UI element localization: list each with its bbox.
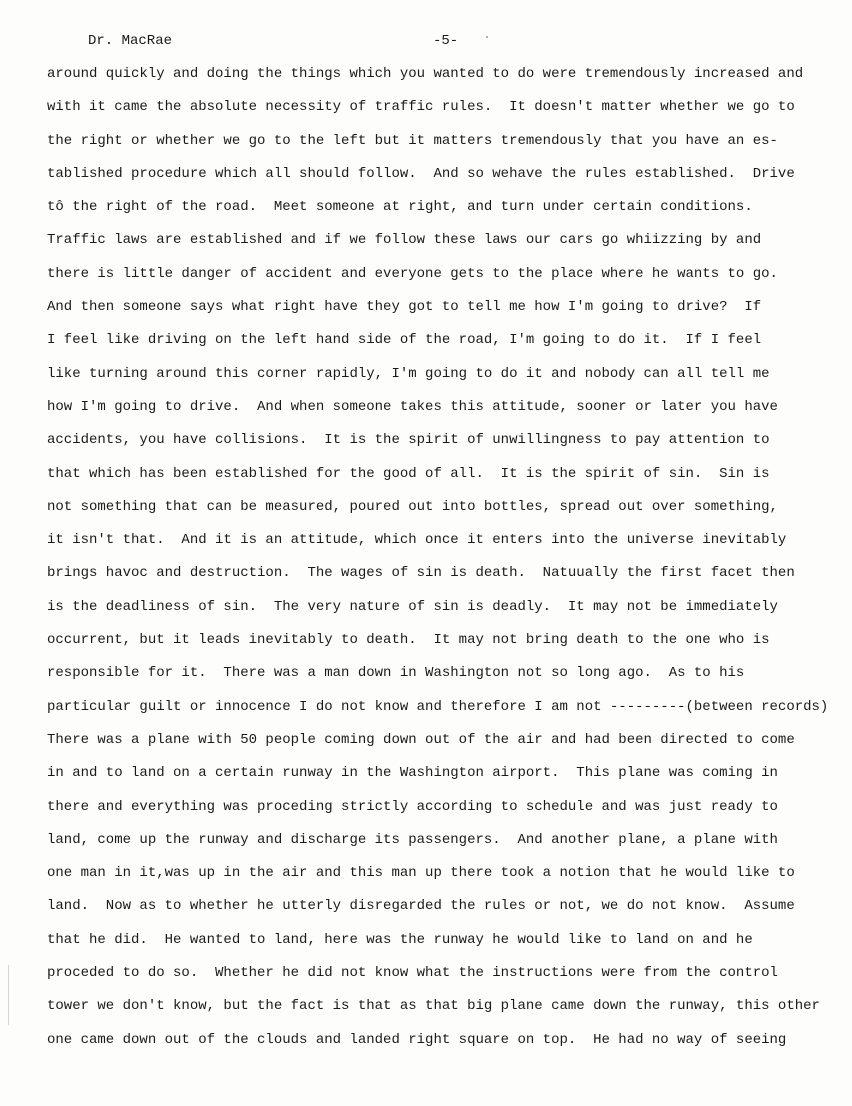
text-line: is the deadliness of sin. The very nature of sin is deadly. It may not be immediately xyxy=(47,598,778,615)
text-line: land, come up the runway and discharge its passengers. And another plane, a plane with xyxy=(47,831,778,848)
scan-edge-mark xyxy=(8,965,9,1025)
text-line: I feel like driving on the left hand side of the road, I'm going to do it. If I feel xyxy=(47,332,762,349)
text-line: tô the right of the road. Meet someone at right, and turn under certain conditions. xyxy=(47,199,753,216)
text-line: land. Now as to whether he utterly disregarded the rules or not, we do not know. Assume xyxy=(47,898,795,915)
text-line: occurrent, but it leads inevitably to death. It may not bring death to the one who is xyxy=(47,632,770,649)
text-line: like turning around this corner rapidly, I'm going to do it and nobody can all tell me xyxy=(47,365,770,382)
text-line: one man in it,was up in the air and this man up there took a notion that he would like to xyxy=(47,865,795,882)
text-line: that which has been established for the good of all. It is the spirit of sin. Sin is xyxy=(47,465,770,482)
text-line: around quickly and doing the things which you wanted to do were tremendously increased and xyxy=(47,66,804,82)
page-number: -5- xyxy=(433,33,459,49)
text-line: There was a plane with 50 people coming down out of the air and had been directed to come xyxy=(47,731,795,748)
text-line: brings havoc and destruction. The wages of sin is death. Natuually the first facet then xyxy=(47,565,795,582)
text-line: how I'm going to drive. And when someone takes this attitude, sooner or later you have xyxy=(47,398,778,415)
text-line: with it came the absolute necessity of traffic rules. It doesn't matter whether we go to xyxy=(47,99,795,116)
text-line: responsible for it. There was a man down in Washington not so long ago. As to his xyxy=(47,665,745,682)
header-author: Dr. MacRae xyxy=(88,33,173,49)
text-line: And then someone says what right have they got to tell me how I'm going to drive? If xyxy=(47,299,762,316)
text-line: one came down out of the clouds and landed right square on top. He had no way of seeing xyxy=(47,1031,787,1048)
ink-speck xyxy=(486,36,488,38)
text-line: that he did. He wanted to land, here was the runway he would like to land on and he xyxy=(47,931,753,948)
text-line: not something that can be measured, poured out into bottles, spread out over something, xyxy=(47,498,778,515)
text-line: tablished procedure which all should follow. And so wehave the rules established. Drive xyxy=(47,165,795,182)
text-line: tower we don't know, but the fact is that as that big plane came down the runway, this other xyxy=(47,998,820,1015)
text-line: proceded to do so. Whether he did not know what the instructions were from the control xyxy=(47,965,778,982)
text-line: there and everything was proceding strictly according to schedule and was just ready to xyxy=(47,798,778,815)
body-text xyxy=(47,65,847,1064)
text-line: the right or whether we go to the left but it matters tremendously that you have an es- xyxy=(47,132,778,149)
text-line: accidents, you have collisions. It is the spirit of unwillingness to pay attention to xyxy=(47,432,770,449)
text-line: particular guilt or innocence I do not know and therefore I am not ---------(between records) xyxy=(47,698,829,715)
text-line: there is little danger of accident and everyone gets to the place where he wants to go. xyxy=(47,265,778,282)
text-line: Traffic laws are established and if we follow these laws our cars go whiizzing by and xyxy=(47,232,762,249)
text-line: it isn't that. And it is an attitude, which once it enters into the universe inevitably xyxy=(47,532,787,549)
text-line: in and to land on a certain runway in the Washington airport. This plane was coming in xyxy=(47,765,778,782)
